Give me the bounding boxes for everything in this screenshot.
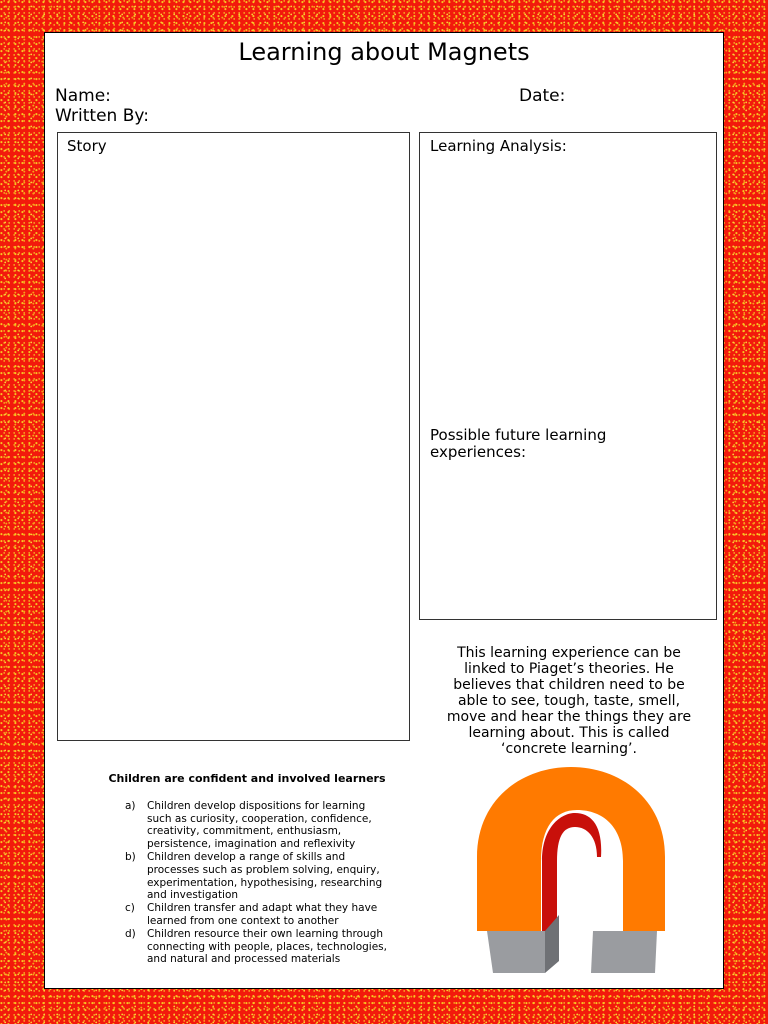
- page-title: Learning about Magnets: [238, 38, 530, 66]
- magnet-body: [477, 767, 665, 931]
- outcome-letter: b): [125, 850, 136, 863]
- outcome-letter: d): [125, 927, 136, 940]
- magnet-right-pole: [591, 931, 657, 973]
- date-label: Date:: [519, 86, 566, 106]
- outcome-item: [107, 928, 387, 966]
- outcome-letter: a): [125, 799, 136, 812]
- learning-analysis-label: Learning Analysis:: [430, 137, 567, 155]
- future-learning-label: Possible future learning experiences:: [430, 426, 607, 461]
- outcome-text: Children develop a range of skills and processes such as problem solving, enquiry, experimentation, hypothesising, researching and investigation: [147, 850, 383, 902]
- magnet-left-pole: [487, 931, 545, 973]
- outcome-item: [107, 800, 387, 851]
- outcome-text: Children resource their own learning through connecting with people, places, technologies, and natural and processed materials: [147, 927, 387, 966]
- name-label: Name:: [55, 86, 111, 106]
- outcome-text: Children develop dispositions for learning such as curiosity, cooperation, confidence, creativity, commitment, enthusiasm, persistence, imagination and reflexivity: [147, 799, 372, 851]
- horseshoe-magnet-icon: [473, 765, 669, 973]
- learning-outcomes: [107, 773, 387, 967]
- outcomes-heading: Children are confident and involved learners: [108, 772, 386, 785]
- analysis-box[interactable]: [419, 132, 717, 620]
- story-box[interactable]: [57, 132, 410, 741]
- outcome-text: Children transfer and adapt what they have learned from one context to another: [147, 902, 378, 927]
- written-by-label: Written By:: [55, 106, 149, 126]
- worksheet-page: [44, 32, 724, 989]
- outcome-item: [107, 851, 387, 902]
- outcome-item: [107, 902, 387, 928]
- story-label: Story: [67, 137, 107, 155]
- piaget-text: This learning experience can be linked to Piaget’s theories. He believes that children need to be able to see, tough, taste, smell, move and hear the things they are learning about. This is called ‘concrete learning’.: [446, 645, 692, 757]
- outcome-letter: c): [125, 902, 135, 915]
